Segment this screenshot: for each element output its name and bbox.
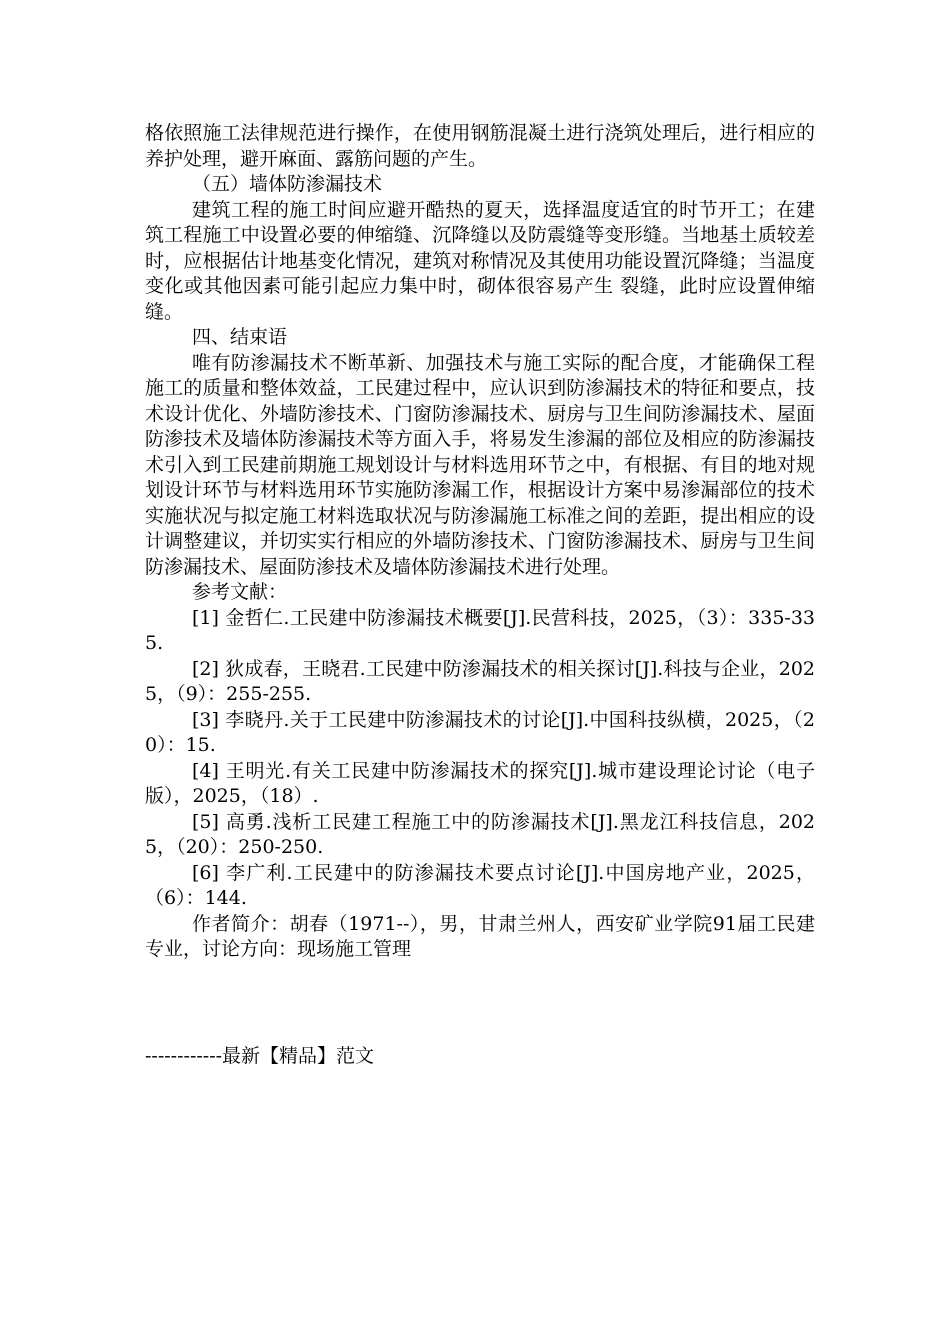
- body-paragraph: 格依照施工法律规范进行操作，在使用钢筋混凝土进行浇筑处理后，进行相应的养护处理，避开麻面、露筋问题的产生。: [145, 122, 815, 170]
- section-heading-conclusion: 四、结束语: [192, 326, 288, 348]
- reference-item: [5] 高勇.浅析工民建工程施工中的防渗漏技术[J].黑龙江科技信息，2025，（20）：250-250.: [145, 810, 815, 858]
- reference-item: [4] 王明光.有关工民建中防渗漏技术的探究[J].城市建设理论讨论（电子版），2025，（18）.: [145, 759, 815, 807]
- author-bio: 作者简介：胡春（1971--），男，甘肃兰州人，西安矿业学院91届工民建专业，讨论方向：现场施工管理: [145, 912, 815, 960]
- reference-item: [3] 李晓丹.关于工民建中防渗漏技术的讨论[J].中国科技纵横，2025，（20）：15.: [145, 708, 815, 756]
- body-paragraph: 建筑工程的施工时间应避开酷热的夏天，选择温度适宜的时节开工；在建筑工程施工中设置必要的伸缩缝、沉降缝以及防震缝等变形缝。当地基土质较差时，应根据估计地基变化情况，建筑对称情况及其使用功能设置沉降缝；当温度变化或其他因素可能引起应力集中时，砌体很容易产生 裂缝，此时应设置伸缩缝。: [145, 198, 815, 323]
- body-paragraph: 唯有防渗漏技术不断革新、加强技术与施工实际的配合度，才能确保工程施工的质量和整体效益，工民建过程中，应认识到防渗漏技术的特征和要点，技术设计优化、外墙防渗技术、门窗防渗漏技术、厨房与卫生间防渗漏技术、屋面防渗技术及墙体防渗漏技术等方面入手，将易发生渗漏的部位及相应的防渗漏技术引入到工民建前期施工规划设计与材料选用环节之中，有根据、有目的地对规划设计环节与材料选用环节实施防渗漏工作，根据设计方案中易渗漏部位的技术实施状况与拟定施工材料选取状况与防渗漏施工标准之间的差距，提出相应的设计调整建议，并切实实行相应的外墙防渗技术、门窗防渗漏技术、厨房与卫生间防渗漏技术、屋面防渗技术及墙体防渗漏技术进行处理。: [145, 351, 815, 578]
- reference-item: [1] 金哲仁.工民建中防渗漏技术概要[J].民营科技，2025，（3）：335-335.: [145, 606, 815, 654]
- document-body: [145, 121, 815, 963]
- reference-item: [2] 狄成春，王晓君.工民建中防渗漏技术的相关探讨[J].科技与企业，2025，（9）：255-255.: [145, 657, 815, 705]
- reference-item: [6] 李广利.工民建中的防渗漏技术要点讨论[J].中国房地产业，2025，（6）：144.: [145, 861, 815, 909]
- footer-banner: ------------最新【精品】范文: [145, 1045, 375, 1067]
- section-heading-wall: （五）墙体防渗漏技术: [192, 173, 383, 195]
- references-heading: 参考文献：: [192, 581, 288, 603]
